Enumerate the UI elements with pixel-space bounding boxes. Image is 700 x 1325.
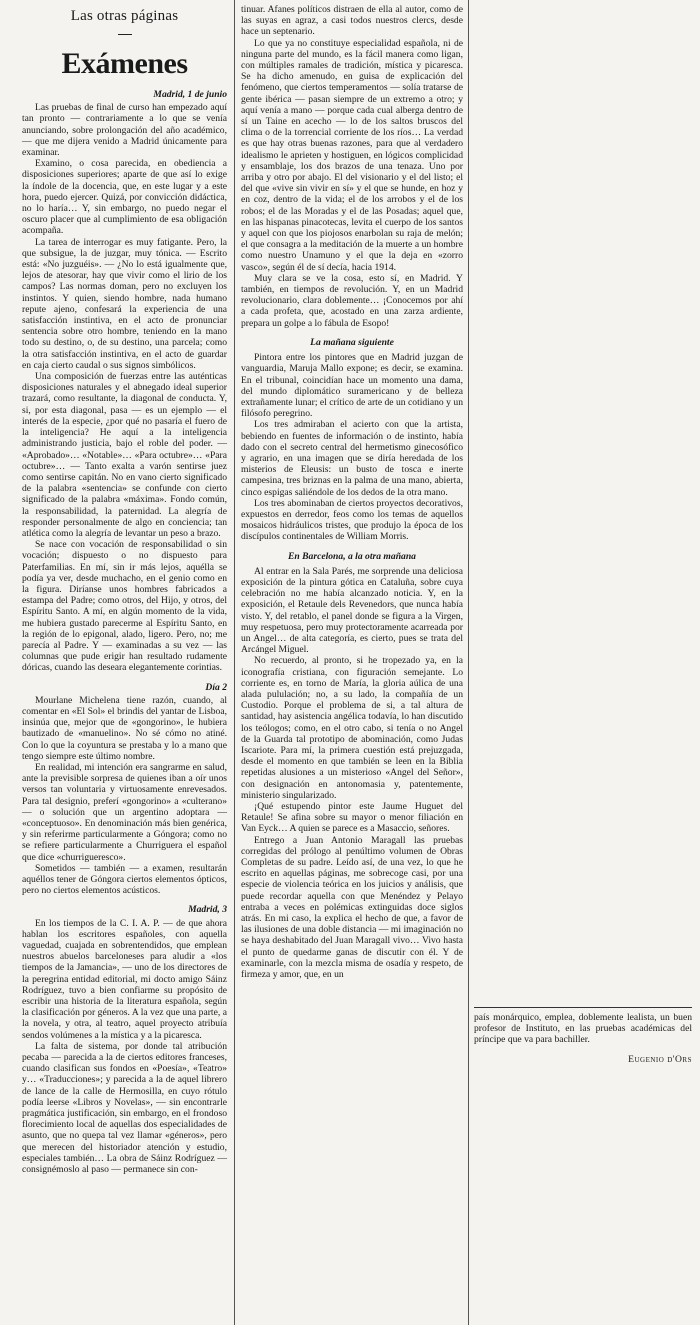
section-dash: [118, 34, 132, 35]
paragraph: Pintora entre los pintores que en Madrid juzgan de vanguardia, Maruja Mallo expone; es decir, se examina. En el tribunal, coincidían hace un momento una dama, del mundo diplomático suramericano y de belleza extrañamente lunar; el crítico de arte de un cotidiano y un filósofo peregrino.: [241, 352, 463, 420]
column-3: [474, 1012, 692, 1065]
paragraph: Sometidos — también — a examen, resultarán aquéllos tener de Góngora ciertos elementos ópticos, pero no ciertos elementos acústicos.: [22, 862, 227, 897]
subhead-barcelona: En Barcelona, a la otra mañana: [288, 550, 416, 562]
subhead-manana-siguiente: La mañana siguiente: [310, 336, 394, 348]
paragraph: Examino, o cosa parecida, en obediencia a disposiciones superiores; aparte de que así lo exige la índole de la docencia, que, en este lugar y a este hora, puedo ejercer. Quizá, por convicción didáctica, no lo haría… Y, sin embargo, no puedo negar el oscuro placer que al cumplimiento de esa obligación acompaña.: [22, 158, 227, 237]
paragraph: Entrego a Juan Antonio Maragall las pruebas corregidas del prólogo al penúltimo volumen de Obras Completas de su padre. Leído así, de una vez, lo que he escrito en aquellas páginas, me sobrecoge casi, por una especie de violencia teórica en los juicios y análisis, que puede recordar aquella con que Menéndez y Pelayo entraba a veces en polémicas extinguidas doce siglos atrás. En mi caso, la explica el hecho de que, a favor de las ilusiones de una doble distancia — mi imaginación no se haya deshabitado del Juan Maragall vivo… Vivo hasta el punto de quedarme ganas de discutir con él. Y de examinarle, con la mezcla misma de osadía y respeto, de firmeza y amor, que, en un: [241, 834, 463, 981]
article-headline: Exámenes: [61, 47, 188, 80]
author-signature: Eugenio d'Ors: [628, 1053, 692, 1065]
paragraph: No recuerdo, al pronto, si he tropezado ya, en la iconografía cristiana, con figuración semejante. Lo corriente es, en torno de María, la gloria aúlica de una alada pululación; no, a su lado, la compañía de un Custodio. Porque el problema de si, a tal altura de santidad, hay asistencia angélica todavía, lo han discutido los teólogos; como, en el otro cabo, si tenía o no Angel de la Guarda tal prototipo de abominación, como Judas Iscariote. Para mí, la primera cuestión está prejuzgada, desde el momento en que también se leen en la Biblia repetidas alusiones a un misterioso «Angel del Señor», con designación en antonomasia y, patentemente, ministerio singularizado.: [241, 655, 463, 801]
paragraph-continued: país monárquico, emplea, doblemente lealista, un buen profesor de Instituto, en las pruebas académicas del príncipe que va para bachiller.: [474, 1012, 692, 1046]
paragraph: Una composición de fuerzas entre las auténticas disposiciones naturales y el abnegado ideal superior trazará, como resultante, la diagonal de conducta. Y, si, por esta diagonal, pasa — es un ejemplo — el interés de la especie, ¿por qué no pasaría el fuero de la inteligencia? He aquí a la inteligencia administrando justicia, bajo el roble del poder. — «Aprobado»… «Notable»… «Para octubre»… «Para octubre»… — Tanto exalta a varón sentirse juez como sentirse capitán. No en vano cierto significado de la palabra «sentencia» se confunde con cierto significado de la palabra «máxima». Fondo común, la responsabilidad, la paternidad. La alegría de responder personalmente de algo en conciencia; tan atlética como la alegría de levantar un peso a brazo.: [22, 371, 227, 539]
dateline-madrid-3: Madrid, 3: [188, 904, 227, 916]
paragraph: En los tiempos de la C. I. A. P. — de que ahora hablan los escritores españoles, con aquella vaguedad, cuajada en sobrentendidos, que emplean nuestros abuelos barceloneses para aludir a «los tiempos de la Jamancia», — uno de los directores de la peregrina entidad editorial, mi docto amigo Sáinz Rodríguez, tuvo a bien confiarme su propósito de escribir una historia de la literatura española, según la clasificación por géneros. A la vez que una parte, a la novela, y otra, al teatro, aquel proyecto atribuía sendos volúmenes a la mística y a la picaresca.: [22, 917, 227, 1041]
dateline-dia-2: Día 2: [205, 681, 227, 693]
paragraph: Los tres abominaban de ciertos proyectos decorativos, expuestos en derredor, feos como los temas de aquellos mosaicos hidráulicos tristes, que produjo la época de los discípulos continentales de William Morris.: [241, 497, 463, 543]
paragraph-continued: tinuar. Afanes políticos distraen de ella al autor, como de las suyas en agraz, a casi todos nuestros clercs, desde hace un septenario.: [241, 4, 463, 38]
paragraph: Muy clara se ve la cosa, esto sí, en Madrid. Y también, en tiempos de revolución. Y, en un Madrid revolucionario, clara doblemente… ¡Conocemos por ahí a cada profeta, que, acostado en una zarza ardiente, prepara un golpe a lo fábula de Esopo!: [241, 272, 463, 329]
paragraph: La tarea de interrogar es muy fatigante. Pero, la que subsigue, la de juzgar, muy tónica. — Escrito está: «No juzguéis». — ¿No lo está igualmente que, lejos de atesorar, hay que vivir como el lirio de los campos? Las normas doman, pero no excluyen los instintos. Y quien, siendo hombre, nada humano repute ajeno, confesará la experiencia de una satisfacción instintiva, en el acto de pronunciar sentencia sobre otro hombre, teniendo en la mano todo su destino, o, de su destino, una parcela; como la otra satisfacción instintiva, en el acto de guardar en caja cierto caudal o sus signos simbólicos.: [22, 236, 227, 371]
column-end-rule: [474, 1007, 692, 1008]
paragraph: En realidad, mi intención era sangrarme en salud, ante la previsible sorpresa de quienes iban a oír unos versos tan voluntaria y virtuosamente enrevesados. Para tal designio, preferí «gongorino» a «culterano» — o solución que un argentino adoptara — «conceptuoso». En denominación más bien genérica, y sin referirme particularmente a Góngora; como no se refiere particularmente a Churriguera el español que dice «churrigueresco».: [22, 761, 227, 863]
paragraph: Se nace con vocación de responsabilidad o sin vocación; dispuesto o no dispuesto para Paterfamilias. En mí, sin ir más lejos, aquélla se podía ya ver, desde muchacho, en el genio como en la figura. Diríanse unos hombres fabricados a estampa del Padre; como otros, del Hijo, y otros, del Espíritu Santo. A mí, en algún momento de la vida, me hubiera gustado parecerme al Espíritu Santo, en la región de lo epigonal, alado, ligero. Pero, no; me parecía al Padre. Y — examinadas a su vez — las columnas que pude erigir han resultado rudamente dóricas, cuando las deseara elegantemente corintias.: [22, 539, 227, 674]
paragraph: Las pruebas de final de curso han empezado aquí tan pronto — contrariamente a lo que se venía anunciando, sobre prolongación del año académico, — que me dijera venido a Madrid únicamente para examinar.: [22, 102, 227, 159]
paragraph: Los tres admiraban el acierto con que la artista, bebiendo en fuentes de información o de instinto, había dado con el secreto central del hermetismo ginecosófico y agrario, en una imagen que se diría heredada de los misterios de Eleusis: un busto de tosca e inerte campesina, tres briznas en la palma de una mano, abierta, cinco espigas saliéndole de los dedos de la otra mano.: [241, 419, 463, 498]
column-rule-2: [468, 0, 469, 1325]
section-title: Las otras páginas: [70, 8, 179, 24]
column-1: [22, 0, 227, 1175]
column-2: [241, 0, 463, 980]
paragraph: Lo que ya no constituye especialidad española, ni de ninguna parte del mundo, es la fácil manera como ligan, con múltiples ramales de tradición, mística y picaresca. Se ha dicho amenudo, en guisa de explicación del fenómeno, que ciertos temperamentos — solía tratarse de gente ibérica — pasan siempre de un extremo a otro; y aquí venía a mano — porque cada cual alberga dentro de sí un Taine en acecho — lo de los saltos bruscos del clima o de la torrencial corriente de los ríos… La verdad es que hay otras buenas razones, para que al verdadero idealismo le aprieten y hostiguen, en lógicos complicidad y ensamblaje, los dos brazos de una tenaza. Uno por arriba y otro por abajo. El del visionario y el del listo; el del que «vive sin vivir en sí» y el que se hunde, en hoz y en coz, dentro de la vida; el de los arrobos y el de los robos; el de las Moradas y el de las Posadas; aquel que, en las hispanas pinacotecas, levita el cuerpo de los santos y aquel con que los piojosos enarbolan su raja de melón; el que consagra a la meditación de la muerte a un hombre como nuestro Unamuno y el que la deja en «zorro vasco», según él de sí decía, hacia 1914.: [241, 37, 463, 273]
paragraph: Mourlane Michelena tiene razón, cuando, al comentar en «El Sol» el brindis del yantar de Lisboa, insinúa que, mejor que de «gongorino», le hubiera bautizado de «manuelino». No sé cómo no atiné. Con lo que la coyuntura se prestaba y lo a mano que tengo siempre este último nombre.: [22, 694, 227, 762]
paragraph: ¡Qué estupendo pintor este Jaume Huguet del Retaule! Se afina sobre su mayor o menor filiación en Van Eyck… A quien se parece es a Masaccio, señores.: [241, 801, 463, 835]
column-rule-1: [234, 0, 235, 1325]
paragraph: La falta de sistema, por donde tal atribución pecaba — parecida a la de ciertos editores franceses, cuando clasifican sus fondos en «Poesía», «Teatro» y… «Traducciones»; y parecida a la de aquel librero de lance de la calle de Hermosilla, en cuyo rótulo podía leerse «Libros y Novelas», — sin encontrarle pragmática justificación, sin embargo, en el frondoso florecimiento local de aquellas dos especialidades de asunto, que no quepa tal vez llamar «géneros», pero que merecen del historiador atención y estudio, especiales también… La obra de Sáinz Rodríguez — consignémoslo al paso — permanece sin con-: [22, 1040, 227, 1176]
paragraph: Al entrar en la Sala Parés, me sorprende una deliciosa exposición de la pintura gótica en Cataluña, sobre cuya celebración no me había alcanzado noticia. Y, en la exposición, el Retaule dels Revenedors, que nunca había visto. Y, del retablo, el panel donde se figura a la Virgen, muy respetuosa, pero muy protectoramente acarreada por un Angel… de alta categoría, es cierto, pues se trata del Arcángel Miguel.: [241, 565, 463, 656]
dateline-madrid-1-junio: Madrid, 1 de junio: [153, 89, 227, 100]
